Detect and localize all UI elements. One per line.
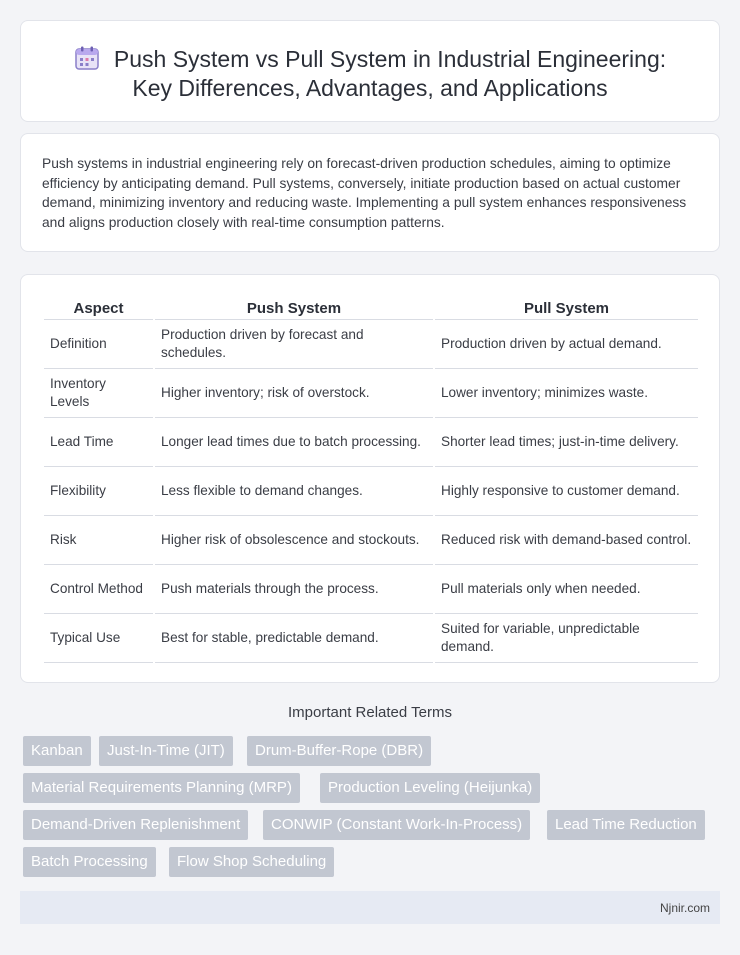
cell-push: Production driven by forecast and schedules.	[155, 320, 433, 369]
cell-aspect: Inventory Levels	[44, 369, 153, 418]
cell-aspect: Typical Use	[44, 614, 153, 663]
title-line-2: Key Differences, Advantages, and Applications	[132, 75, 608, 101]
tag-batch-processing[interactable]: Batch Processing	[23, 847, 156, 877]
cell-pull: Production driven by actual demand.	[435, 320, 698, 369]
cell-pull: Shorter lead times; just-in-time delivery.	[435, 418, 698, 467]
tag-flow-shop-scheduling[interactable]: Flow Shop Scheduling	[169, 847, 334, 877]
table-row	[44, 565, 698, 614]
footer	[20, 891, 720, 924]
related-terms-heading: Important Related Terms	[288, 704, 452, 721]
page-title	[61, 45, 679, 103]
tag-mrp[interactable]: Material Requirements Planning (MRP)	[23, 773, 300, 803]
cell-push: Push materials through the process.	[155, 565, 433, 614]
cell-pull: Pull materials only when needed.	[435, 565, 698, 614]
tag-drum-buffer-rope[interactable]: Drum-Buffer-Rope (DBR)	[247, 736, 431, 766]
cell-pull: Suited for variable, unpredictable demand.	[435, 614, 698, 663]
cell-push: Less flexible to demand changes.	[155, 467, 433, 516]
title-card	[20, 20, 720, 122]
cell-pull: Highly responsive to customer demand.	[435, 467, 698, 516]
comparison-card	[20, 274, 720, 683]
title-line-1: Push System vs Pull System in Industrial Engineering:	[113, 46, 667, 72]
calendar-icon	[74, 45, 100, 71]
table-row	[44, 614, 698, 663]
cell-push: Higher risk of obsolescence and stockouts.	[155, 516, 433, 565]
table-row	[44, 516, 698, 565]
cell-aspect: Control Method	[44, 565, 153, 614]
footer-site: Njnir.com	[659, 901, 710, 915]
cell-push: Best for stable, predictable demand.	[155, 614, 433, 663]
cell-aspect: Flexibility	[44, 467, 153, 516]
table-row	[44, 418, 698, 467]
header-pull-system: Pull System	[435, 298, 698, 320]
cell-push: Higher inventory; risk of overstock.	[155, 369, 433, 418]
cell-push: Longer lead times due to batch processing.	[155, 418, 433, 467]
tag-kanban[interactable]: Kanban	[23, 736, 91, 766]
header-push-system: Push System	[155, 298, 433, 320]
intro-paragraph: Push systems in industrial engineering rely on forecast-driven production schedules, aiming to optimize efficiency by anticipating demand. Pull systems, conversely, initiate production based on actual customer demand, minimizing inventory and reducing waste. Implementing a pull system enhances responsiveness and aligns production closely with real-time consumption patterns.	[42, 156, 687, 230]
comparison-table	[42, 298, 700, 663]
tag-production-leveling[interactable]: Production Leveling (Heijunka)	[320, 773, 540, 803]
table-row	[44, 467, 698, 516]
cell-aspect: Risk	[44, 516, 153, 565]
tag-lead-time-reduction[interactable]: Lead Time Reduction	[547, 810, 705, 840]
intro-card	[20, 133, 720, 252]
cell-aspect: Lead Time	[44, 418, 153, 467]
header-aspect: Aspect	[44, 298, 153, 320]
tag-demand-driven-replenishment[interactable]: Demand-Driven Replenishment	[23, 810, 248, 840]
table-row	[44, 369, 698, 418]
table-row	[44, 320, 698, 369]
cell-pull: Reduced risk with demand-based control.	[435, 516, 698, 565]
cell-aspect: Definition	[44, 320, 153, 369]
cell-pull: Lower inventory; minimizes waste.	[435, 369, 698, 418]
table-header-row	[44, 298, 698, 320]
tag-conwip[interactable]: CONWIP (Constant Work-In-Process)	[263, 810, 530, 840]
tag-just-in-time[interactable]: Just-In-Time (JIT)	[99, 736, 233, 766]
